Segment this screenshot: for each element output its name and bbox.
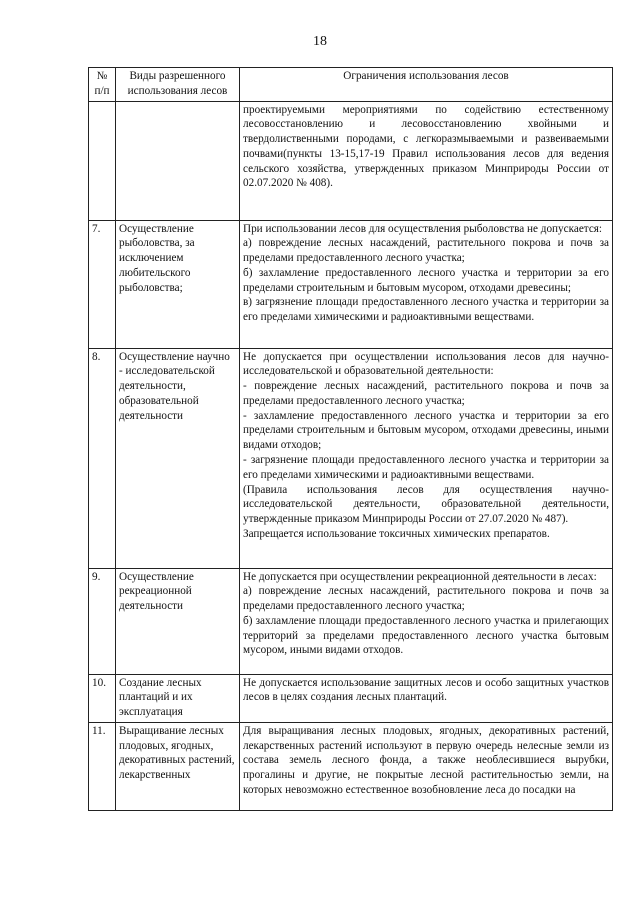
restrictions-table — [88, 67, 613, 811]
row-type-cell: Осуществление рыболовства, за исключением любительского рыболовства; — [116, 220, 240, 348]
limit-paragraph: б) захламление предоставленного лесного участка и территории за его пределами строительным и бытовым мусором, отходами древесины; — [243, 266, 609, 294]
header-number: № п/п — [89, 68, 116, 102]
limit-paragraph: Не допускается при осуществлении использования лесов для научно-исследовательской и образовательной деятельности: — [243, 350, 609, 378]
table-row — [89, 568, 613, 674]
limit-paragraph: - повреждение лесных насаждений, растительного покрова и почв за пределами предоставленного лесного участка; — [243, 380, 609, 407]
page-number: 18 — [313, 34, 327, 49]
limit-paragraph: Не допускается при осуществлении рекреационной деятельности в лесах: — [243, 570, 597, 583]
table-row — [89, 348, 613, 568]
table-row — [89, 101, 613, 220]
row-limits-cell: проектируемыми мероприятиями по содействию естественному лесовосстановлению и лесовосстановлению хвойными и твердолиственными породами, с легкоразмываемыми и развеиваемыми почвами(пункты 13-15,17-19 Правил использования лесов для ведения сельского хозяйства, утвержденных приказом Минприроды России от 02.07.2020 № 408). — [240, 101, 613, 220]
row-type-cell — [116, 101, 240, 220]
row-limits-cell — [240, 674, 613, 722]
limit-paragraph: а) повреждение лесных насаждений, растительного покрова и почв за пределами предоставленного лесного участка; — [243, 237, 609, 265]
row-number-cell: 10. — [89, 674, 116, 722]
row-number-cell — [89, 101, 116, 220]
row-type-cell: Выращивание лесных плодовых, ягодных, декоративных растений, лекарственных — [116, 722, 240, 810]
limit-paragraph: (Правила использования лесов для осуществления научно-исследовательской деятельности, образовательной деятельности, утвержденные приказом Минприроды России от 27.07.2020 № 487). — [243, 483, 609, 526]
header-limitations: Ограничения использования лесов — [240, 68, 613, 102]
limit-paragraph: в) загрязнение площади предоставленного лесного участка и территории за его пределами химическими и радиоактивными веществами. — [243, 296, 609, 324]
table-header-row — [89, 68, 613, 102]
row-limits-cell — [240, 722, 613, 810]
limit-paragraph: Не допускается использование защитных лесов и особо защитных участков лесов в целях создания лесных плантаций. — [243, 676, 609, 704]
table-row — [89, 220, 613, 348]
row-limits-cell — [240, 220, 613, 348]
header-usage-types: Виды разрешенного использования лесов — [116, 68, 240, 102]
row-type-cell: Осуществление рекреационной деятельности — [116, 568, 240, 674]
row-number-cell: 8. — [89, 348, 116, 568]
limit-paragraph: а) повреждение лесных насаждений, растительного покрова и почв за пределами предоставленного лесного участка; — [243, 585, 609, 613]
row-limits-cell — [240, 348, 613, 568]
limit-paragraph: Для выращивания лесных плодовых, ягодных, декоративных растений, лекарственных растений используют в первую очередь нелесные земли из состава земель лесного фонда, а также необлесившиеся вырубки, прогалины и другие, не покрытые лесной растительностью земли, на которых невозможно естественное возобновление леса до посадки на — [243, 724, 609, 797]
row-type-cell: Создание лесных плантаций и их эксплуатация — [116, 674, 240, 722]
limit-paragraph: При использовании лесов для осуществления рыболовства не допускается: — [243, 222, 603, 235]
row-limits-cell — [240, 568, 613, 674]
row-number-cell: 9. — [89, 568, 116, 674]
row-number-cell: 11. — [89, 722, 116, 810]
limit-paragraph: - загрязнение площади предоставленного лесного участка и территории за его пределами химическими и радиоактивными веществами. — [243, 454, 609, 481]
limit-paragraph: - захламление предоставленного лесного участка и территории за его пределами строительным и бытовым мусором, отходами древесины, иными видами отходов; — [243, 409, 609, 452]
table-row — [89, 722, 613, 810]
row-number-cell: 7. — [89, 220, 116, 348]
limit-paragraph: б) захламление площади предоставленного лесного участка и прилегающих территорий за пределами предоставленного лесного участка бытовым мусором, иными видами отходов. — [243, 614, 609, 657]
table-row — [89, 674, 613, 722]
limit-paragraph: Запрещается использование токсичных химических препаратов. — [243, 527, 550, 540]
row-type-cell: Осуществление научно - исследовательской деятельности, образовательной деятельности — [116, 348, 240, 568]
